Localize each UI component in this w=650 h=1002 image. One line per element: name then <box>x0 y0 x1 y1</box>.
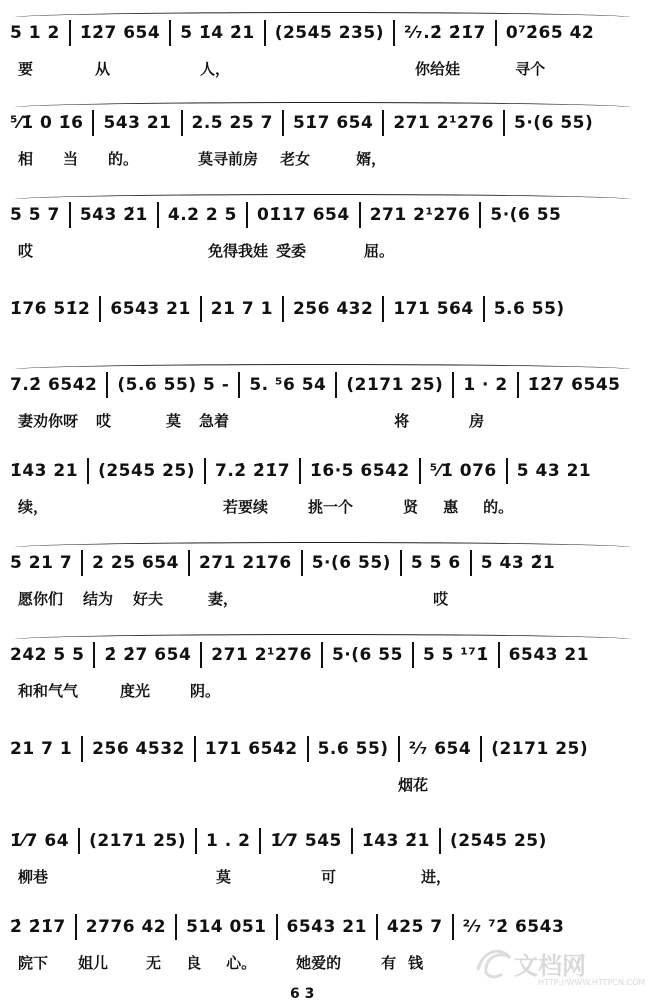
barline <box>69 20 71 46</box>
measure: 2 25 654 <box>92 553 179 573</box>
measure: (2171 25) <box>491 739 589 759</box>
lyric: 急着 <box>199 411 230 430</box>
lyric: 哎 <box>433 589 449 608</box>
lyric: 心。 <box>226 953 257 972</box>
watermark-text: 文档网 <box>514 951 586 980</box>
measure: 2̇ 2̇7 654 <box>104 645 192 665</box>
barline <box>75 914 77 940</box>
barline <box>81 736 83 762</box>
swirl-icon <box>472 940 516 984</box>
measure: (2545 235) <box>274 23 384 43</box>
barline <box>299 458 301 484</box>
notation-line <box>10 456 640 486</box>
lyric: 柳巷 <box>18 867 49 886</box>
barline <box>282 110 284 136</box>
barline <box>92 110 94 136</box>
lyric: 钱 <box>408 953 424 972</box>
measure: 5 1 2 <box>10 23 60 43</box>
measure: 171 6542 <box>204 739 298 759</box>
measure: 1̇2̇7 6545 <box>527 375 621 395</box>
measure: 5 1̇4 2̇1 <box>180 23 255 43</box>
notation-line <box>10 18 640 48</box>
lyric: 屈。 <box>364 241 395 260</box>
barline <box>188 550 190 576</box>
barline <box>382 110 384 136</box>
barline <box>393 20 395 46</box>
lyric: 人， <box>200 59 231 78</box>
barline <box>259 828 261 854</box>
barline <box>106 372 108 398</box>
barline <box>169 20 171 46</box>
barline <box>301 550 303 576</box>
barline <box>246 202 248 228</box>
measure: 2776 42 <box>85 917 167 937</box>
measure: 242 5 5 <box>10 645 85 665</box>
lyric: 妻劝你呀 <box>18 411 79 430</box>
lyric: 寻个 <box>515 59 546 78</box>
measure: 1̇76 51̇2 <box>10 299 91 319</box>
measure: 5·(6 55) <box>311 553 391 573</box>
barline <box>175 914 177 940</box>
measure: 5 5 6 <box>410 553 461 573</box>
lyric: 当 <box>63 149 79 168</box>
lyric: 挑一个 <box>308 497 354 516</box>
lyric: 你给娃 <box>415 59 461 78</box>
lyric: 院下 <box>18 953 49 972</box>
measure: 1̇2̇7 654 <box>79 23 161 43</box>
lyric: 若要续 <box>223 497 269 516</box>
watermark-url: HTTP://WWW.HTTPCN.COM <box>538 978 646 987</box>
measure: ²⁄₇ ⁷2̇ 6543 <box>462 917 565 937</box>
measure: 1̇43 2̃1 <box>361 831 430 851</box>
barline <box>307 736 309 762</box>
measure: 5 5 7 <box>10 205 60 225</box>
lyric: 相 <box>18 149 34 168</box>
measure: 5 43 2̃1 <box>480 553 556 573</box>
measure: 425 7 <box>386 917 443 937</box>
barline <box>398 736 400 762</box>
lyric: 要 <box>18 59 34 78</box>
barline <box>419 458 421 484</box>
barline <box>382 296 384 322</box>
barline <box>238 372 240 398</box>
measure: 2.5 25 7 <box>191 113 273 133</box>
measure: 5·(6 55 <box>331 645 403 665</box>
measure: 171 564 <box>393 299 474 319</box>
lyric: 续， <box>18 497 49 516</box>
measure: 5·(6 55) <box>514 113 594 133</box>
measure: 271 2¹276 <box>393 113 495 133</box>
lyrics-line <box>18 586 640 610</box>
lyrics-line <box>18 146 640 170</box>
barline <box>78 828 80 854</box>
measure: 4.2 2 5 <box>167 205 237 225</box>
lyric: 哎 <box>18 241 34 260</box>
barline <box>335 372 337 398</box>
lyric: 莫 <box>216 867 232 886</box>
notation-line <box>10 826 640 856</box>
barline <box>157 202 159 228</box>
lyrics-line <box>18 56 640 80</box>
measure: (2171 25) <box>346 375 444 395</box>
measure: 5.6 55) <box>493 299 565 319</box>
barline <box>181 110 183 136</box>
lyrics-line <box>18 772 640 796</box>
barline <box>195 828 197 854</box>
lyrics-line <box>18 238 640 262</box>
measure: 5.6 55) <box>317 739 389 759</box>
measure: 543 21 <box>103 113 172 133</box>
measure: 1̇6·5 6542 <box>310 461 410 481</box>
measure: ²⁄₇.2̇ 2̇1̇7 <box>403 23 486 43</box>
lyric: 无 <box>146 953 162 972</box>
lyric: 惠 <box>443 497 459 516</box>
barline <box>264 20 266 46</box>
lyric: 进， <box>421 867 452 886</box>
lyric: 房 <box>469 411 485 430</box>
lyrics-line <box>18 864 640 888</box>
measure: 1̇43 21 <box>10 461 79 481</box>
measure: (2171 25) <box>89 831 187 851</box>
barline <box>480 736 482 762</box>
measure: 01̇17 654 <box>257 205 350 225</box>
barline <box>376 914 378 940</box>
notation-line <box>10 200 640 230</box>
lyric: 贤 <box>403 497 419 516</box>
lyric: 结为 <box>83 589 114 608</box>
measure: 5 5 ¹⁷1̇ <box>422 645 489 665</box>
lyric: 将 <box>394 411 410 430</box>
measure: 514 051 <box>186 917 267 937</box>
barline <box>276 914 278 940</box>
barline <box>470 550 472 576</box>
barline <box>439 828 441 854</box>
barline <box>351 828 353 854</box>
barline <box>69 202 71 228</box>
lyric: 阴。 <box>190 681 221 700</box>
measure: ⁵⁄1̇ 076 <box>429 461 497 481</box>
lyric: 有 <box>381 953 397 972</box>
barline <box>194 736 196 762</box>
measure: 0⁷2̇65 42 <box>505 23 595 43</box>
measure: 256 4532 <box>92 739 185 759</box>
measure: 1̇⁄7 545 <box>270 831 342 851</box>
barline <box>400 550 402 576</box>
lyric: 莫寻前房 <box>198 149 259 168</box>
measure: 6543 21 <box>286 917 367 937</box>
measure: ⁵⁄1̇ 0 1̇6 <box>10 113 84 133</box>
barline <box>321 642 323 668</box>
lyric: 免得我娃 <box>208 241 269 260</box>
barline <box>452 372 454 398</box>
barline <box>479 202 481 228</box>
notation-line <box>10 734 640 764</box>
lyric: 哎 <box>96 411 112 430</box>
notation-line <box>10 370 640 400</box>
barline <box>452 914 454 940</box>
measure: 6543 21 <box>110 299 191 319</box>
measure: 51̇7 654 <box>292 113 374 133</box>
notation-line <box>10 294 640 324</box>
barline <box>200 296 202 322</box>
measure: 21 7 1 <box>210 299 273 319</box>
notation-line <box>10 912 640 942</box>
notation-line <box>10 108 640 138</box>
measure: 271 2¹276 <box>369 205 471 225</box>
lyric: 的。 <box>108 149 139 168</box>
barline <box>200 642 202 668</box>
barline <box>506 458 508 484</box>
barline <box>81 550 83 576</box>
lyric: 烟花 <box>398 775 429 794</box>
measure: 1 . 2 <box>206 831 251 851</box>
lyric: 受委 <box>276 241 307 260</box>
measure: 2̇ 2̇1̇7 <box>10 917 66 937</box>
barline <box>359 202 361 228</box>
lyric: 的。 <box>483 497 514 516</box>
barline <box>99 296 101 322</box>
barline <box>93 642 95 668</box>
watermark-logo <box>472 940 646 996</box>
page-number: 6 3 <box>290 986 315 1002</box>
barline <box>498 642 500 668</box>
lyric: 婿， <box>356 149 387 168</box>
measure: 21 7 1 <box>10 739 73 759</box>
barline <box>87 458 89 484</box>
barline <box>517 372 519 398</box>
measure: 1̇⁄7 64 <box>10 831 70 851</box>
lyric: 和和气气 <box>18 681 79 700</box>
lyrics-line <box>18 678 640 702</box>
notation-line <box>10 640 640 670</box>
barline <box>503 110 505 136</box>
measure: 5 43 21 <box>516 461 592 481</box>
barline <box>483 296 485 322</box>
barline <box>412 642 414 668</box>
barline <box>282 296 284 322</box>
measure: 5. ⁵6 54 <box>249 375 327 395</box>
measure: 1 · 2 <box>463 375 508 395</box>
lyrics-line <box>18 494 640 518</box>
notation-line <box>10 548 640 578</box>
lyric: 愿你们 <box>18 589 64 608</box>
measure: (5.6 55) 5 - <box>117 375 230 395</box>
lyric: 莫 <box>166 411 182 430</box>
measure: 7.2̇ 6542 <box>10 375 98 395</box>
measure: 6543 21 <box>508 645 590 665</box>
measure: 256 432 <box>292 299 374 319</box>
lyric: 她爱的 <box>296 953 342 972</box>
measure: 5 21 7 <box>10 553 73 573</box>
measure: 543 2̃1 <box>79 205 148 225</box>
lyric: 妻， <box>208 589 239 608</box>
lyric: 老女 <box>280 149 311 168</box>
lyric: 可 <box>321 867 337 886</box>
lyric: 好夫 <box>133 589 164 608</box>
measure: 271 2¹276 <box>211 645 312 665</box>
barline <box>204 458 206 484</box>
lyric: 从 <box>95 59 111 78</box>
measure: 271 2176 <box>198 553 292 573</box>
barline <box>495 20 497 46</box>
measure: 7.2̇ 2̇1̇7 <box>215 461 291 481</box>
measure: (2545 25) <box>449 831 547 851</box>
lyric: 良 <box>186 953 202 972</box>
lyric: 度光 <box>120 681 151 700</box>
lyric: 姐儿 <box>78 953 109 972</box>
measure: ²⁄₇ 654 <box>408 739 472 759</box>
measure: 5·(6 55 <box>490 205 562 225</box>
lyrics-line <box>18 408 640 432</box>
measure: (2545 25) <box>98 461 195 481</box>
